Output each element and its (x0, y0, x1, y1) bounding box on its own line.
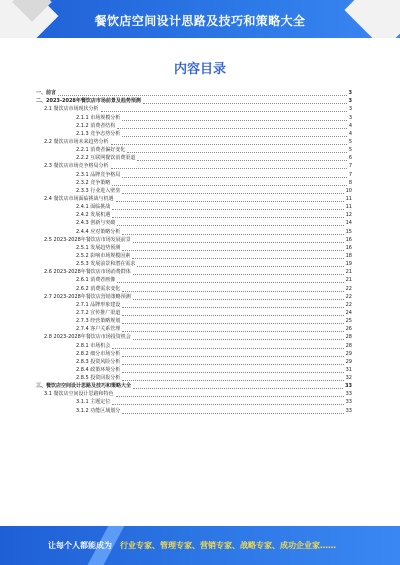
toc-page-number: 24 (345, 309, 352, 316)
toc-leader-dots (133, 338, 344, 340)
toc-page-number: 3 (348, 114, 352, 121)
toc-leader-dots (117, 224, 343, 226)
toc-leader-dots (122, 192, 343, 194)
toc-entry[interactable] (36, 333, 352, 341)
toc-entry[interactable] (36, 203, 352, 211)
toc-page-number: 33 (345, 407, 352, 414)
bottom-banner (0, 526, 400, 565)
toc-entry-text: 2.5.2 影响市场规模因素 (76, 252, 131, 259)
toc-entry-text: 2.3.2 竞争策略 (76, 179, 111, 186)
toc-entry[interactable] (36, 211, 352, 219)
toc-leader-dots (132, 257, 343, 259)
toc-page-number: 33 (345, 399, 352, 406)
toc-page-number: 25 (345, 318, 352, 325)
toc-entry-text: 2.7 2023-2028年餐饮店营销策略预测 (44, 293, 131, 300)
toc-entry[interactable] (36, 374, 352, 382)
toc-entry[interactable] (36, 227, 352, 235)
toc-entry-text: 2.4 餐饮店市场面临挑战与机遇 (44, 195, 114, 202)
toc-entry[interactable] (36, 130, 352, 138)
toc-entry[interactable] (36, 122, 352, 130)
toc-entry[interactable] (36, 390, 352, 398)
toc-leader-dots (122, 314, 343, 316)
toc-entry[interactable] (36, 187, 352, 195)
toc-entry[interactable] (36, 268, 352, 276)
slogan-right: 行业专家、管理专家、营销专家、战略专家、成功企业家…… (120, 541, 336, 550)
toc-entry-text: 2.2.2 互联网餐饮消费渠道 (76, 155, 136, 162)
toc-entry[interactable] (36, 309, 352, 317)
toc-page-number: 26 (345, 326, 352, 333)
toc-page-number: 28 (345, 334, 352, 341)
toc-entry-text: 3.1.1 主题定位 (76, 399, 111, 406)
toc-page-number: 22 (345, 301, 352, 308)
toc-entry-text: 3.1 餐饮店空间设计思路和特色 (44, 391, 114, 398)
toc-leader-dots (112, 403, 343, 405)
toc-page-number: 29 (345, 350, 352, 357)
toc-entry[interactable] (36, 162, 352, 170)
toc-page-number: 22 (345, 285, 352, 292)
toc-entry-text: 2.3.1 品牌竞争格局 (76, 171, 121, 178)
toc-leader-dots (122, 290, 343, 292)
toc-leader-dots (122, 322, 343, 324)
toc-entry[interactable] (36, 113, 352, 121)
toc-leader-dots (101, 110, 347, 112)
toc-page-number: 7 (348, 171, 352, 178)
table-of-contents (36, 89, 352, 415)
toc-entry[interactable] (36, 89, 352, 97)
toc-entry[interactable] (36, 317, 352, 325)
toc-page-number: 28 (345, 342, 352, 349)
toc-entry-text: 2.2.1 消费者偏好变化 (76, 147, 126, 154)
toc-page-number: 22 (345, 293, 352, 300)
toc-entry[interactable] (36, 406, 352, 414)
toc-leader-dots (122, 249, 343, 251)
toc-leader-dots (112, 184, 347, 186)
toc-page-number: 7 (348, 163, 352, 170)
toc-leader-dots (122, 119, 347, 121)
toc-leader-dots (122, 355, 343, 357)
toc-entry-text: 2.5.3 发展前景和潜在需求 (76, 261, 136, 268)
toc-entry-text: 2.8.4 政策环境分析 (76, 366, 121, 373)
toc-leader-dots (116, 200, 344, 202)
toc-leader-dots (122, 363, 343, 365)
toc-entry[interactable] (36, 301, 352, 309)
toc-page-number: 3 (348, 106, 352, 113)
toc-leader-dots (122, 379, 343, 381)
toc-leader-dots (143, 102, 347, 104)
toc-entry-text: 2.7.4 客户关系管理 (76, 326, 121, 333)
toc-page-number: 3 (348, 98, 352, 105)
toc-entry[interactable] (36, 195, 352, 203)
toc-entry[interactable] (36, 252, 352, 260)
toc-page-number: 19 (345, 261, 352, 268)
toc-leader-dots (116, 395, 344, 397)
slogan-left: 让每个人都能成为 (48, 541, 112, 550)
toc-leader-dots (117, 127, 347, 129)
toc-page-number: 21 (345, 277, 352, 284)
toc-leader-dots (122, 306, 343, 308)
toc-entry-text: 2.7.2 宣传推广渠道 (76, 309, 121, 316)
toc-entry-text: 一、前言 (36, 90, 57, 97)
toc-entry-text: 2.4.3 创新与突破 (76, 220, 116, 227)
toc-entry-text: 2.3.3 行业进入壁垒 (76, 187, 121, 194)
toc-entry-text: 2.5.1 发展趋势预测 (76, 244, 121, 251)
toc-entry-text: 2.1.2 消费者结构 (76, 122, 116, 129)
toc-leader-dots (122, 233, 343, 235)
toc-page-number: 5 (348, 138, 352, 145)
toc-page-number: 11 (345, 195, 352, 202)
toc-entry[interactable] (36, 138, 352, 146)
toc-entry-text: 2.4.4 应对策略分析 (76, 228, 121, 235)
toc-entry-text: 2.3 餐饮店市场竞争格局分析 (44, 163, 109, 170)
toc-entry[interactable] (36, 293, 352, 301)
toc-entry-text: 2.6 2023-2028年餐饮店市场消费群体 (44, 269, 131, 276)
toc-entry[interactable] (36, 350, 352, 358)
toc-page-number: 33 (345, 383, 352, 390)
toc-entry[interactable] (36, 97, 352, 105)
toc-entry-text: 2.8.2 细分市场分析 (76, 350, 121, 357)
toc-leader-dots (137, 159, 346, 161)
toc-entry[interactable] (36, 244, 352, 252)
toc-entry[interactable] (36, 341, 352, 349)
toc-entry[interactable] (36, 284, 352, 292)
toc-entry-text: 2.6.1 消费者画像 (76, 277, 116, 284)
toc-page-number: 15 (345, 228, 352, 235)
toc-page-number: 16 (345, 236, 352, 243)
toc-entry-text: 3.1.2 功能区域划分 (76, 407, 121, 414)
toc-leader-dots (112, 347, 343, 349)
toc-leader-dots (111, 143, 347, 145)
toc-page-number: 21 (345, 269, 352, 276)
toc-entry-text: 2.4.1 面临挑战 (76, 204, 111, 211)
toc-entry-text: 2.1.3 竞争态势分析 (76, 130, 121, 137)
toc-entry-text: 2.5 2023-2028年餐饮店市场发展前景 (44, 236, 131, 243)
toc-leader-dots (133, 273, 344, 275)
toc-entry-text: 2.8 2023-2028年餐饮店市场投资机会 (44, 334, 131, 341)
toc-page-number: 18 (345, 252, 352, 259)
toc-entry[interactable] (36, 236, 352, 244)
toc-leader-dots (133, 241, 344, 243)
toc-page-number: 29 (345, 358, 352, 365)
toc-entry-text: 2.2 餐饮店市场未来趋势分析 (44, 138, 109, 145)
toc-entry-text: 2.7.1 品牌形象建设 (76, 301, 121, 308)
toc-leader-dots (112, 208, 343, 210)
toc-entry[interactable] (36, 260, 352, 268)
toc-page-number: 10 (345, 187, 352, 194)
toc-page-number: 14 (345, 220, 352, 227)
toc-entry[interactable] (36, 382, 352, 390)
toc-leader-dots (122, 330, 343, 332)
toc-page-number: 4 (348, 122, 352, 129)
toc-entry[interactable] (36, 170, 352, 178)
toc-leader-dots (122, 412, 343, 414)
toc-entry[interactable] (36, 276, 352, 284)
toc-entry-text: 2.1.1 市场规模分析 (76, 114, 121, 121)
toc-entry[interactable] (36, 358, 352, 366)
top-banner (0, 0, 400, 38)
toc-leader-dots (133, 387, 343, 389)
toc-entry-text: 三、餐饮店空间设计思路及技巧和策略大全 (36, 383, 132, 390)
toc-leader-dots (111, 167, 347, 169)
toc-entry-text: 2.1 餐饮店市场现状分析 (44, 106, 99, 113)
toc-entry[interactable] (36, 325, 352, 333)
toc-page-number: 4 (348, 130, 352, 137)
toc-entry-text: 2.6.2 消费需求变化 (76, 285, 121, 292)
toc-entry[interactable] (36, 219, 352, 227)
toc-entry-text: 二、2023-2028年餐饮店市场前景及趋势预测 (36, 98, 141, 105)
toc-entry[interactable] (36, 154, 352, 162)
toc-entry[interactable] (36, 105, 352, 113)
toc-page-number: 5 (348, 147, 352, 154)
toc-page-number: 32 (345, 375, 352, 382)
toc-page-number: 33 (345, 391, 352, 398)
toc-entry-text: 2.4.2 发展机遇 (76, 212, 111, 219)
toc-heading: 内容目录 (173, 62, 226, 77)
toc-page-number: 11 (345, 204, 352, 211)
toc-entry[interactable] (36, 146, 352, 154)
toc-entry[interactable] (36, 179, 352, 187)
toc-leader-dots (122, 135, 347, 137)
toc-entry[interactable] (36, 398, 352, 406)
toc-page-number: 16 (345, 244, 352, 251)
toc-leader-dots (122, 176, 347, 178)
toc-leader-dots (127, 151, 347, 153)
toc-page-number: 6 (348, 155, 352, 162)
toc-entry-text: 2.7.3 经营策略规划 (76, 318, 121, 325)
toc-leader-dots (58, 94, 347, 96)
toc-page-number: 31 (345, 366, 352, 373)
toc-leader-dots (117, 281, 343, 283)
toc-entry-text: 2.8.5 投资回报分析 (76, 375, 121, 382)
toc-leader-dots (122, 371, 343, 373)
toc-leader-dots (137, 265, 343, 267)
toc-page-number: 12 (345, 212, 352, 219)
toc-leader-dots (133, 298, 344, 300)
toc-page-number: 8 (348, 179, 352, 186)
toc-page-number: 3 (348, 90, 352, 97)
document-title: 餐饮店空间设计思路及技巧和策略大全 (94, 14, 306, 28)
toc-leader-dots (112, 216, 343, 218)
toc-entry-text: 2.8.1 市场机会 (76, 342, 111, 349)
toc-entry-text: 2.8.3 投资风险分析 (76, 358, 121, 365)
toc-entry[interactable] (36, 366, 352, 374)
